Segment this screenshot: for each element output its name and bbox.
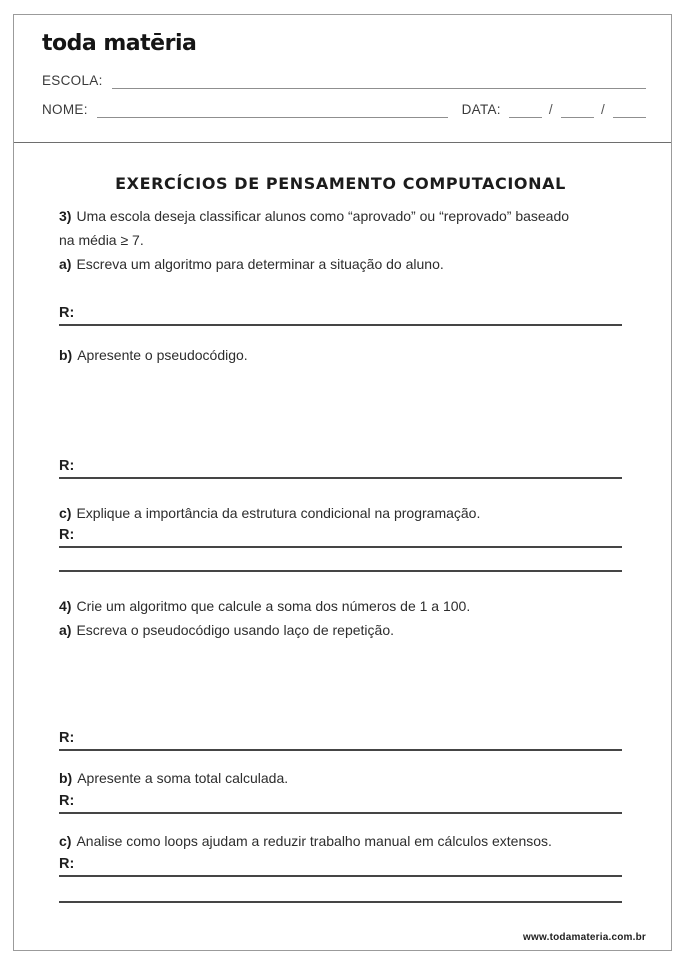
question-3b-text: Apresente o pseudocódigo. [77,347,248,363]
school-row [42,73,646,89]
question-3 [59,204,622,276]
school-label: ESCOLA: [42,73,103,88]
answer-prefix: R: [59,730,75,746]
answer-prefix: R: [59,305,75,321]
question-3-text-line1: Uma escola deseja classificar alunos como “aprovado” ou “reprovado” baseado [76,208,570,224]
school-input-line [112,75,646,89]
question-4-statement [59,594,622,618]
question-3c [59,501,622,525]
answer-line-3a [59,304,622,326]
date-slash: / [600,102,605,117]
question-4b-text: Apresente a soma total calculada. [77,770,289,786]
question-3b [59,343,622,367]
answer-line-3b [59,457,622,479]
question-4c [59,829,622,853]
question-4-text-line1: Crie um algoritmo que calcule a soma dos números de 1 a 100. [76,598,471,614]
answer-prefix: R: [59,856,75,872]
answer-prefix: R: [59,458,75,474]
worksheet-page [13,14,672,951]
answer-line-4a [59,729,622,751]
name-input-line [97,104,448,118]
date-label: DATA: [461,102,501,117]
question-3a-text: Escreva um algoritmo para determinar a situação do aluno. [76,256,444,272]
question-3-text-line2: na média ≥ 7. [59,232,144,248]
answer-line-3c-extra [59,548,622,572]
date-year-line [613,104,646,118]
question-4b-label: b) [59,770,73,786]
name-label: NOME: [42,102,88,117]
date-month-line [561,104,594,118]
question-3b-label: b) [59,347,73,363]
question-4a [59,618,622,642]
question-4c-text: Analise como loops ajudam a reduzir trabalho manual em cálculos extensos. [76,833,552,849]
name-date-row [42,102,646,118]
answer-prefix: R: [59,527,75,543]
question-4a-label: a) [59,622,72,638]
footer-url: www.todamateria.com.br [523,932,646,943]
question-3-number: 3) [59,208,72,224]
worksheet-title: EXERCÍCIOS DE PENSAMENTO COMPUTACIONAL [115,174,566,193]
question-4b [59,766,622,790]
answer-line-4b [59,792,622,814]
question-4-number: 4) [59,598,72,614]
question-4a-text: Escreva o pseudocódigo usando laço de repetição. [76,622,395,638]
answer-line-4c-extra [59,877,622,903]
question-4c-label: c) [59,833,72,849]
question-4 [59,594,622,642]
brand-logo: toda matēria [42,31,197,56]
question-3-statement [59,204,622,228]
question-3a [59,252,622,276]
question-3a-label: a) [59,256,72,272]
answer-line-4c [59,855,622,877]
date-slash: / [548,102,553,117]
answer-line-3c [59,526,622,548]
header [14,15,671,143]
question-3c-label: c) [59,505,72,521]
date-day-line [509,104,542,118]
worksheet-body [14,173,671,903]
answer-prefix: R: [59,793,75,809]
question-3c-text: Explique a importância da estrutura condicional na programação. [76,505,481,521]
